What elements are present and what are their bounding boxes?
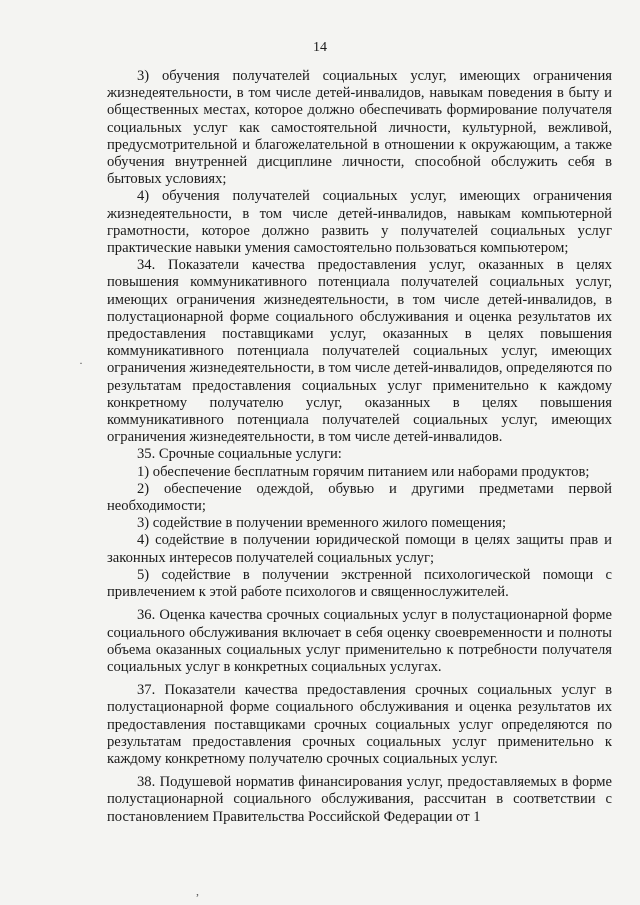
paragraph-38: 38. Подушевой норматив финансирования услуг, предоставляемых в форме полустационарной социального обслуживания, рассчитан в соответствии с постановлением Правительства Российской Федерации от 1 (107, 774, 612, 825)
paragraph-34: 34. Показатели качества предоставления услуг, оказанных в целях повышения коммуникативного потенциала получателей социальных услуг, имеющих ограничения жизнедеятельности, в том числе детей-инвалидов, в полустационарной форме социального обслуживания и оценка результатов их предоставления поставщиками услуг, оказанных в целях повышения коммуникативного потенциала получателей социальных услуг, имеющих ограничения жизнедеятельности, в том числе детей-инвалидов, определяются по результатам предоставления социальных услуг применительно к каждому конкретному получателю услуг, оказанных в целях повышения коммуникативного потенциала получателей социальных услуг, имеющих ограничения жизнедеятельности, в том числе детей-инвалидов. (107, 257, 612, 446)
paragraph-35-item-1: 1) обеспечение бесплатным горячим питанием или наборами продуктов; (137, 463, 590, 480)
document-body (107, 68, 612, 826)
paragraph-item-4: 4) обучения получателей социальных услуг, имеющих ограничения жизнедеятельности, в том числе детей-инвалидов, навыкам компьютерной грамотности, которое должно развить у получателей социальных услуг практические навыки умения самостоятельно пользоваться компьютером; (107, 188, 612, 257)
page-number: 14 (313, 40, 327, 55)
paragraph-36: 36. Оценка качества срочных социальных услуг в полустационарной форме социального обслуживания включает в себя оценку своевременности и полноты объема оказанных социальных услуг применительно к потребности получателя социальных услуг в конкретных социальных услугах. (107, 607, 612, 675)
paragraph-37: 37. Показатели качества предоставления срочных социальных услуг в полустационарной форме социального обслуживания и оценка результатов их предоставления поставщиками срочных социальных услуг определяются по результатам предоставления срочных социальных услуг применительно к каждому конкретному получателю срочных социальных услуг. (107, 682, 612, 767)
scan-speck: · (79, 356, 83, 370)
scan-speck: , (196, 884, 199, 898)
paragraph-35-item-2: 2) обеспечение одеждой, обувью и другими предметами первой необходимости; (107, 480, 612, 515)
paragraph-35-item-3: 3) содействие в получении временного жилого помещения; (137, 515, 507, 532)
paragraph-35-heading: 35. Срочные социальные услуги: (137, 446, 342, 463)
paragraph-35-item-4: 4) содействие в получении юридической помощи в целях защиты прав и законных интересов получателей социальных услуг; (107, 532, 612, 566)
paragraph-35-item-5: 5) содействие в получении экстренной психологической помощи с привлечением к этой работе психологов и священнослужителей. (107, 566, 612, 601)
paragraph-item-3: 3) обучения получателей социальных услуг, имеющих ограничения жизнедеятельности, в том числе детей-инвалидов, навыкам поведения в быту и общественных местах, которое должно обеспечивать формирование получателя социальных услуг как самостоятельной личности, культурной, вежливой, предусмотрительной и благожелательной в отношении к окружающим, а также обучения внутренней дисциплине личности, способной обслужить себя в бытовых условиях; (107, 68, 612, 188)
